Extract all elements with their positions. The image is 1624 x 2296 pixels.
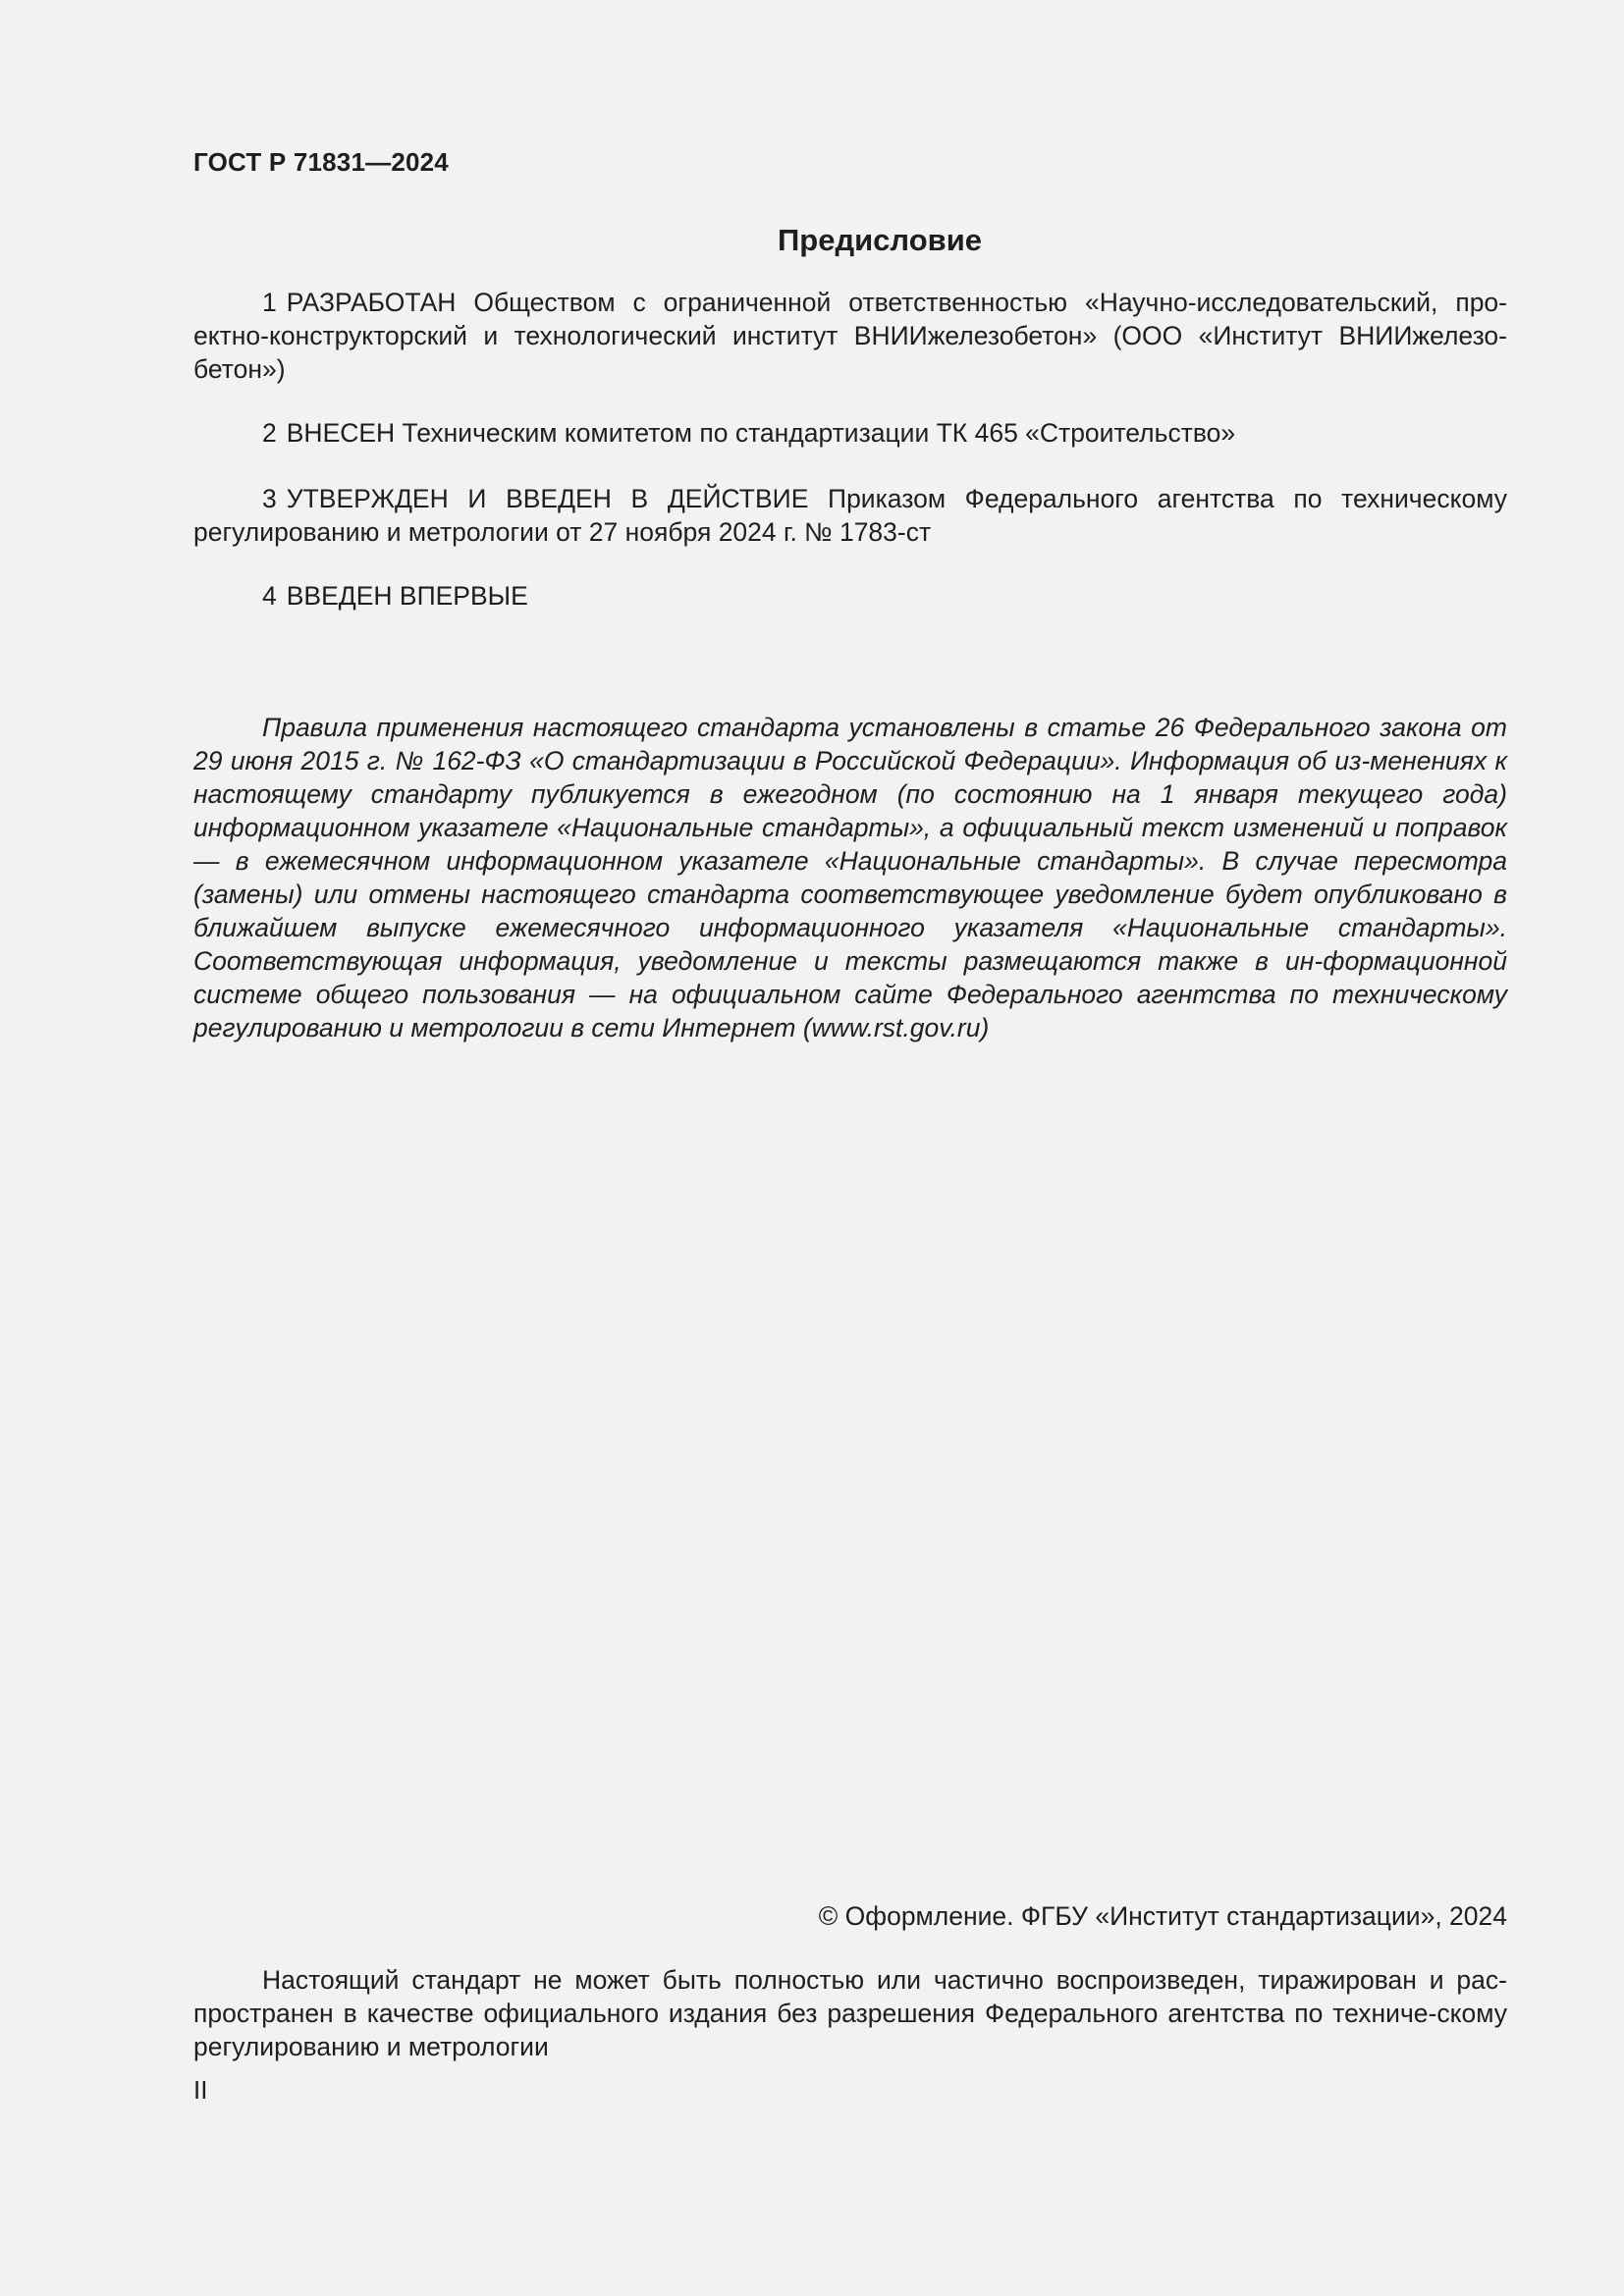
item-text: ВНЕСЕН Техническим комитетом по стандартизации ТК 465 «Строительство» xyxy=(286,418,1236,448)
page-number: II xyxy=(193,2075,208,2105)
copyright-line: © Оформление. ФГБУ «Институт стандартизации», 2024 xyxy=(818,1901,1507,1931)
foreword-item-1 xyxy=(193,286,1507,386)
page-title: Предисловие xyxy=(777,223,982,257)
item-text: УТВЕРЖДЕН И ВВЕДЕН В ДЕЙСТВИЕ Приказом Федерального агентства по техническому регулированию и метрологии от 27 ноября 2024 г. № 1783-ст xyxy=(193,484,1507,547)
foreword-item-3 xyxy=(193,482,1507,549)
standard-code: ГОСТ Р 71831—2024 xyxy=(193,147,449,177)
application-rules-note: Правила применения настоящего стандарта установлены в статье 26 Федерального закона от 29 июня 2015 г. № 162-ФЗ «О стандартизации в Российской Федерации». Информация об из-менениях к настоящему стандарту публикуется в ежегодном (по состоянию на 1 января текущего года) информационном указателе «Национальные стандарты», а официальный текст изменений и поправок — в ежемесячном информационном указателе «Национальные стандарты». В случае пересмотра (замены) или отмены настоящего стандарта соответствующее уведомление будет опубликовано в ближайшем выпуске ежемесячного информационного указателя «Национальные стандарты». Соответствующая информация, уведомление и тексты размещаются также в ин-формационной системе общего пользования — на официальном сайте Федерального агентства по техническому регулированию и метрологии в сети Интернет (www.rst.gov.ru) xyxy=(193,713,1507,1042)
item-number: 2 xyxy=(262,418,277,448)
item-text: РАЗРАБОТАН Обществом с ограниченной ответственностью «Научно-исследовательский, про-ектно-конструкторский и технологический институт ВНИИжелезобетон» (ООО «Институт ВНИИжелезо-бетон») xyxy=(193,288,1507,384)
item-text: ВВЕДЕН ВПЕРВЫЕ xyxy=(286,581,528,611)
item-number: 3 xyxy=(262,484,277,513)
item-number: 4 xyxy=(262,581,277,611)
foreword-item-4 xyxy=(193,579,1507,613)
reproduction-notice: Настоящий стандарт не может быть полностью или частично воспроизведен, тиражирован и рас-пространен в качестве официального издания без разрешения Федерального агентства по техниче-скому регулированию и метрологии xyxy=(193,1965,1507,2061)
foreword-item-2 xyxy=(193,416,1507,450)
item-number: 1 xyxy=(262,288,277,317)
